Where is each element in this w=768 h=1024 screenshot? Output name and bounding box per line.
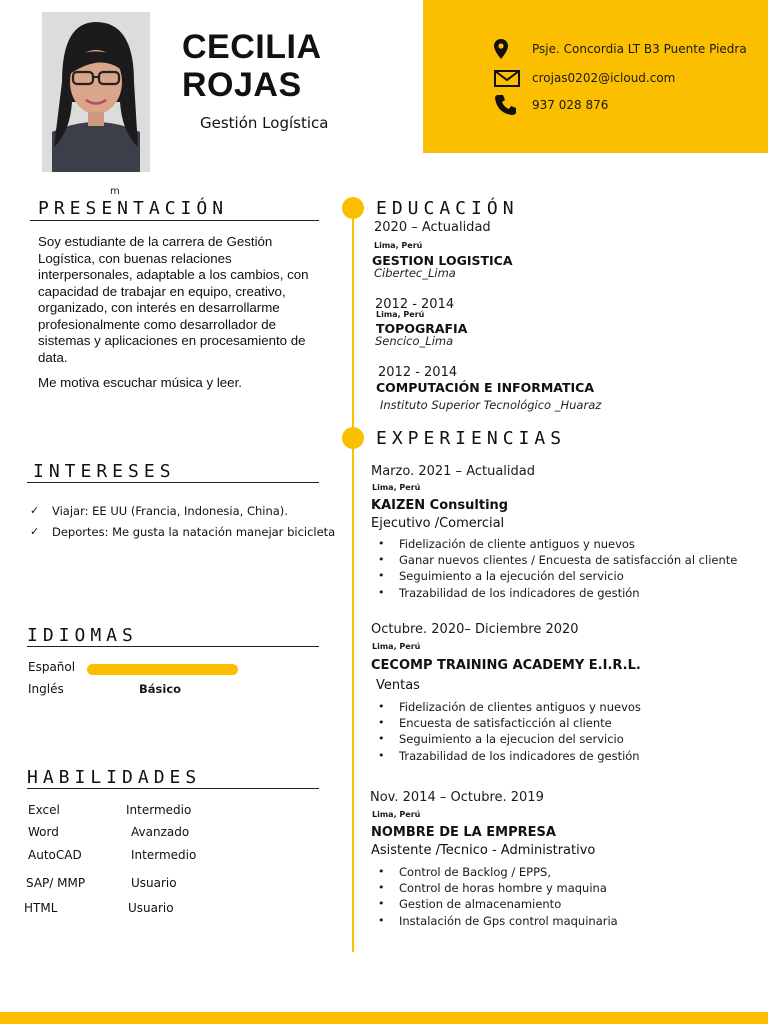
skill-level: Usuario: [128, 901, 174, 915]
profile-photo-illustration: [42, 12, 150, 172]
list-item: • Instalación de Gps control maquinaria: [376, 913, 618, 929]
interests-rule: [27, 482, 319, 483]
presentation-heading: PRESENTACIÓN: [38, 198, 229, 219]
skill-level: Avanzado: [131, 825, 190, 839]
experience-role: Asistente /Tecnico - Administrativo: [371, 843, 596, 858]
email-link[interactable]: crojas0202@icloud.com: [532, 71, 676, 85]
interest-text: Viajar: EE UU (Francia, Indonesia, China).: [52, 503, 288, 518]
interests-heading: INTERESES: [33, 461, 176, 482]
experience-bullets: [376, 699, 641, 764]
contact-phone[interactable]: [494, 94, 608, 116]
education-place: Lima, Perú: [374, 241, 423, 250]
education-institution: Cibertec_Lima: [374, 266, 456, 280]
experience-bullets: [376, 536, 737, 601]
language-level-bar: [87, 664, 238, 675]
education-degree: GESTION LOGISTICA: [372, 253, 513, 268]
languages-heading: IDIOMAS: [27, 625, 138, 646]
list-item: • Fidelización de cliente antiguos y nuevos: [376, 536, 737, 552]
interests-list: [30, 500, 340, 542]
education-date: 2020 – Actualidad: [374, 220, 491, 235]
experience-date: Octubre. 2020– Diciembre 2020: [371, 622, 579, 637]
stray-mark: m: [110, 186, 120, 197]
presentation-rule: [30, 220, 319, 221]
address-text: Psje. Concordia LT B3 Puente Piedra: [532, 42, 747, 56]
skill-name: Excel: [28, 803, 60, 817]
name-line-last: ROJAS: [182, 66, 302, 104]
skill-name: HTML: [24, 901, 58, 915]
list-item: [30, 521, 340, 542]
timeline-line: [352, 208, 354, 952]
contact-email[interactable]: [494, 67, 675, 89]
list-item: • Seguimiento a la ejecucion del servicio: [376, 731, 641, 747]
experience-heading: EXPERIENCIAS: [376, 428, 567, 449]
skill-level: Intermedio: [126, 803, 192, 817]
timeline-dot: [342, 427, 364, 449]
skills-rule: [27, 788, 319, 789]
experience-company: NOMBRE DE LA EMPRESA: [371, 825, 556, 840]
skill-name: Word: [28, 825, 59, 839]
list-item: • Seguimiento a la ejecución del servicio: [376, 568, 737, 584]
skill-level: Usuario: [131, 876, 177, 890]
experience-place: Lima, Perú: [372, 642, 421, 651]
education-institution: Instituto Superior Tecnológico _Huaraz: [380, 398, 602, 412]
skill-name: SAP/ MMP: [26, 876, 86, 890]
list-item: • Control de Backlog / EPPS,: [376, 864, 618, 880]
experience-company: CECOMP TRAINING ACADEMY E.I.R.L.: [371, 658, 641, 673]
presentation-paragraph: Me motiva escuchar música y leer.: [38, 375, 242, 390]
checkmark-icon: ✓: [30, 525, 40, 538]
list-item: • Fidelización de clientes antiguos y nuevos: [376, 699, 641, 715]
list-item: • Trazabilidad de los indicadores de gestión: [376, 748, 641, 764]
language-level: Básico: [139, 682, 182, 696]
experience-company: KAIZEN Consulting: [371, 498, 509, 513]
phone-icon: [494, 94, 522, 116]
education-institution: Sencico_Lima: [375, 334, 454, 348]
contact-address: [494, 38, 747, 60]
list-item: • Control de horas hombre y maquina: [376, 880, 618, 896]
timeline-dot: [342, 197, 364, 219]
education-date: 2012 - 2014: [375, 297, 455, 312]
experience-role: Ventas: [376, 678, 420, 693]
skill-level: Intermedio: [131, 848, 197, 862]
list-item: • Encuesta de satisfacticción al cliente: [376, 715, 641, 731]
education-degree: COMPUTACIÓN E INFORMATICA: [376, 380, 595, 395]
name-line-first: CECILIA: [182, 28, 322, 66]
education-date: 2012 - 2014: [378, 365, 458, 380]
location-pin-icon: [494, 38, 522, 60]
footer-bar: [0, 1012, 768, 1024]
languages-rule: [27, 646, 319, 647]
education-place: Lima, Perú: [376, 310, 425, 319]
education-degree: TOPOGRAFIA: [376, 321, 468, 336]
language-name: Inglés: [28, 682, 64, 696]
phone-text[interactable]: 937 028 876: [532, 98, 609, 112]
person-name: [182, 28, 322, 104]
skill-name: AutoCAD: [28, 848, 82, 862]
experience-place: Lima, Perú: [372, 483, 421, 492]
education-heading: EDUCACIÓN: [376, 198, 519, 219]
presentation-text: [38, 234, 320, 401]
experience-bullets: [376, 864, 618, 929]
skills-heading: HABILIDADES: [27, 767, 202, 788]
envelope-icon: [494, 67, 522, 89]
experience-date: Marzo. 2021 – Actualidad: [371, 464, 535, 479]
experience-role: Ejecutivo /Comercial: [371, 516, 505, 531]
list-item: • Ganar nuevos clientes / Encuesta de satisfacción al cliente: [376, 552, 737, 568]
profile-photo: [42, 12, 150, 172]
presentation-paragraph: Soy estudiante de la carrera de Gestión Logística, con buenas relaciones interpersonales, adaptable a los cambios, con capacidad de trabajar en equipo, creativo, organizado, con interés en desarrollarme profesionalmente como desarrollador de sistemas y aplicaciones en procesamiento de data.: [38, 234, 309, 365]
list-item: • Trazabilidad de los indicadores de gestión: [376, 585, 737, 601]
job-title: Gestión Logística: [200, 114, 329, 132]
checkmark-icon: ✓: [30, 504, 40, 517]
list-item: [30, 500, 340, 521]
experience-date: Nov. 2014 – Octubre. 2019: [370, 790, 544, 805]
list-item: • Gestion de almacenamiento: [376, 896, 618, 912]
language-name: Español: [28, 660, 76, 674]
interest-text: Deportes: Me gusta la natación manejar bicicleta: [52, 524, 336, 539]
experience-place: Lima, Perú: [372, 810, 421, 819]
